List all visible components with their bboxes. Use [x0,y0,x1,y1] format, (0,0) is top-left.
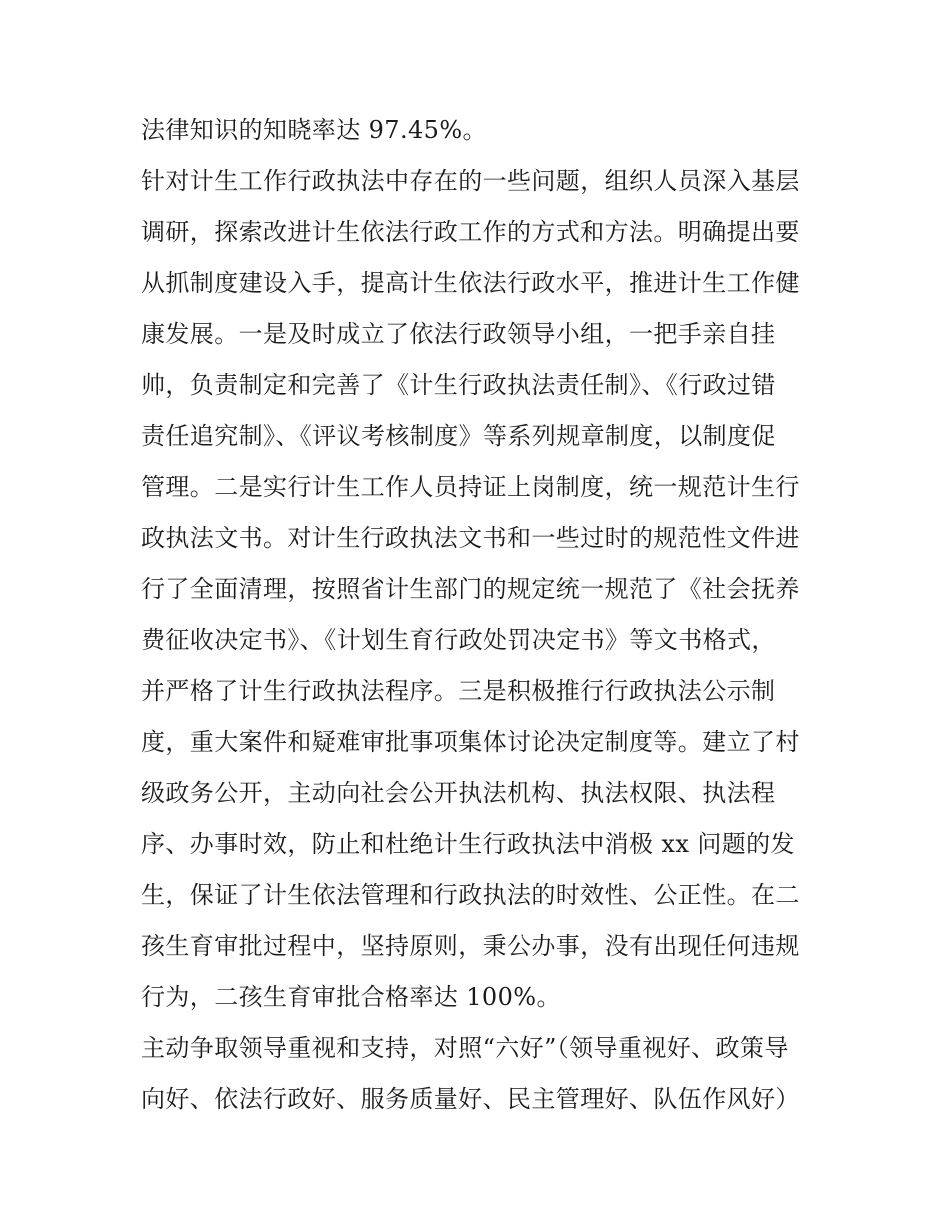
text-line: 调研，探索改进计生依法行政工作的方式和方法。明确提出要 [141,218,800,246]
text-line: 政执法文书。对计生行政执法文书和一些过时的规范性文件进 [141,524,800,552]
text-line: 从抓制度建设入手，提高计生依法行政水平，推进计生工作健 [141,269,800,297]
text-line: 管理。二是实行计生工作人员持证上岗制度，统一规范计生行 [141,473,800,501]
text-line: 帅，负责制定和完善了《计生行政执法责任制》、《行政过错 [141,371,776,399]
text-line: 费征收决定书》、《计划生育行政处罚决定书》等文书格式， [141,626,776,654]
text-line: 向好、依法行政好、服务质量好、民主管理好、队伍作风好） [141,1085,800,1113]
text-line: 级政务公开，主动向社会公开执法机构、执法权限、执法程 [141,779,776,807]
text-line: 主动争取领导重视和支持，对照“六好”（领导重视好、政策导 [141,1034,789,1062]
text-line: 针对计生工作行政执法中存在的一些问题，组织人员深入基层 [141,167,800,195]
text-line: 孩生育审批过程中，坚持原则，秉公办事，没有出现任何违规 [141,932,800,960]
text-line: 法律知识的知晓率达 97.45%。 [141,116,487,144]
text-line: 康发展。一是及时成立了依法行政领导小组，一把手亲自挂 [141,320,776,348]
text-line: 度，重大案件和疑难审批事项集体讨论决定制度等。建立了村 [141,728,800,756]
text-line: 责任追究制》、《评议考核制度》等系列规章制度，以制度促 [141,422,776,450]
text-line: 并严格了计生行政执法程序。三是积极推行行政执法公示制 [141,677,776,705]
text-line: 生，保证了计生依法管理和行政执法的时效性、公正性。在二 [141,881,800,909]
document-body [141,112,821,1132]
text-line: 行了全面清理，按照省计生部门的规定统一规范了《社会抚养 [141,575,800,603]
text-line: 行为，二孩生育审批合格率达 100%。 [141,983,561,1011]
text-line: 序、办事时效，防止和杜绝计生行政执法中消极 xx 问题的发 [141,830,795,858]
